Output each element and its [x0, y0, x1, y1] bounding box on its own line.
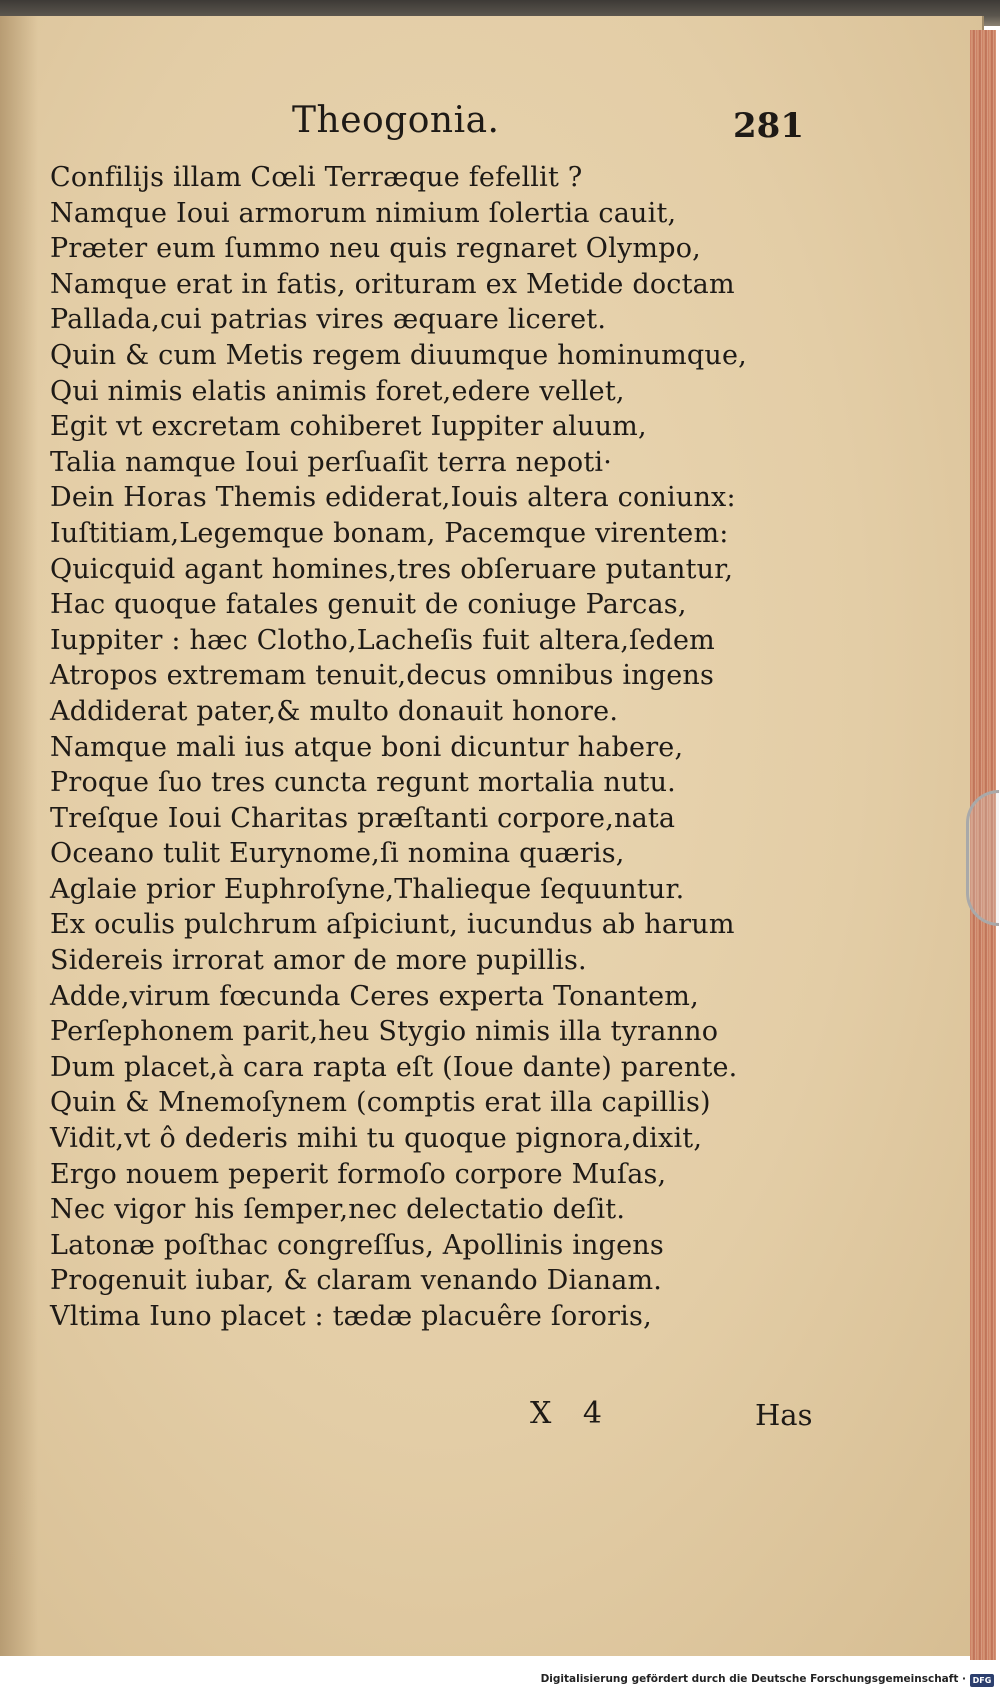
verse-line: Vidit,vt ô dederis mihi tu quoque pignora,dixit, — [50, 1123, 703, 1155]
verse-line: Confilijs illam Cœli Terræque fefellit ? — [50, 162, 583, 193]
verse-line: Adde,virum fœcunda Ceres experta Tonantem, — [50, 980, 699, 1012]
running-title: Theogonia. — [292, 100, 500, 141]
page-number: 281 — [733, 106, 804, 146]
verse-line: Quin & Mnemoſynem (comptis erat illa capillis) — [50, 1087, 711, 1119]
verse-line: Quicquid agant homines,tres obſeruare putantur, — [50, 553, 734, 585]
verse-line: Talia namque Ioui perſuaſit terra nepoti· — [50, 446, 613, 478]
verse-line: Pallada,cui patrias vires æquare liceret. — [50, 304, 607, 336]
verse-line: Perſephonem parit,heu Stygio nimis illa tyranno — [50, 1016, 719, 1048]
verse-line: Oceano tulit Eurynome,ſi nomina quæris, — [50, 838, 625, 870]
verse-line: Nec vigor his ſemper,nec delectatio deſit. — [50, 1194, 626, 1226]
verse-lines — [50, 160, 950, 1335]
verse-line: Treſque Ioui Charitas præſtanti corpore,nata — [50, 802, 676, 834]
gutter-shadow — [0, 16, 38, 1656]
page-clip — [966, 790, 999, 926]
verse-line: Progenuit iubar, & claram venando Dianam. — [50, 1265, 663, 1297]
verse-line: Vltima Iuno placet : tædæ placuêre ſororis, — [50, 1301, 652, 1332]
verse-line: Namque Ioui armorum nimium ſolertia cauit, — [50, 197, 677, 229]
verse-line: Iuſtitiam,Legemque bonam, Pacemque virentem: — [50, 517, 729, 549]
verse-line: Dein Horas Themis ediderat,Iouis altera coniunx: — [50, 482, 736, 514]
verse-line: Præter eum ſummo neu quis regnaret Olympo, — [50, 233, 701, 265]
verse-line: Namque mali ius atque boni dicuntur habere, — [50, 731, 684, 763]
verse-line: Namque erat in fatis, orituram ex Metide doctam — [50, 268, 735, 300]
verse-line: Iuppiter : hæc Clotho,Lacheſis fuit altera,ſedem — [50, 624, 715, 656]
verse-line: Proque ſuo tres cuncta regunt mortalia nutu. — [50, 767, 676, 799]
verse-line: Qui nimis elatis animis foret,edere vellet, — [50, 375, 625, 407]
verse-line: Aglaie prior Euphroſyne,Thalieque ſequuntur. — [50, 873, 685, 905]
verse-line: Sidereis irrorat amor de more pupillis. — [50, 945, 587, 977]
verse-line: Dum placet,à cara rapta eſt (Ioue dante) parente. — [50, 1051, 738, 1083]
verse-line: Quin & cum Metis regem diuumque hominumque, — [50, 339, 747, 371]
verse-line: Latonæ poſthac congreſſus, Apollinis ingens — [50, 1229, 664, 1261]
verse-line: Ergo nouem peperit formoſo corpore Muſas, — [50, 1158, 667, 1190]
verse-line: Addiderat pater,& multo donauit honore. — [50, 695, 619, 727]
verse-line: Ex oculis pulchrum aſpiciunt, iucundus ab harum — [50, 909, 735, 941]
verse-line: Atropos extremam tenuit,decus omnibus ingens — [50, 660, 715, 692]
dfg-logo-icon: DFG — [970, 1674, 994, 1687]
funding-credit: Digitalisierung gefördert durch die Deutsche Forschungsgemeinschaft · — [540, 1673, 966, 1685]
catchword: Has — [755, 1398, 813, 1432]
verse-line: Hac quoque fatales genuit de coniuge Parcas, — [50, 589, 687, 621]
signature-mark: X 4 — [530, 1396, 602, 1431]
verse-line: Egit vt excretam cohiberet Iuppiter aluum, — [50, 411, 647, 443]
